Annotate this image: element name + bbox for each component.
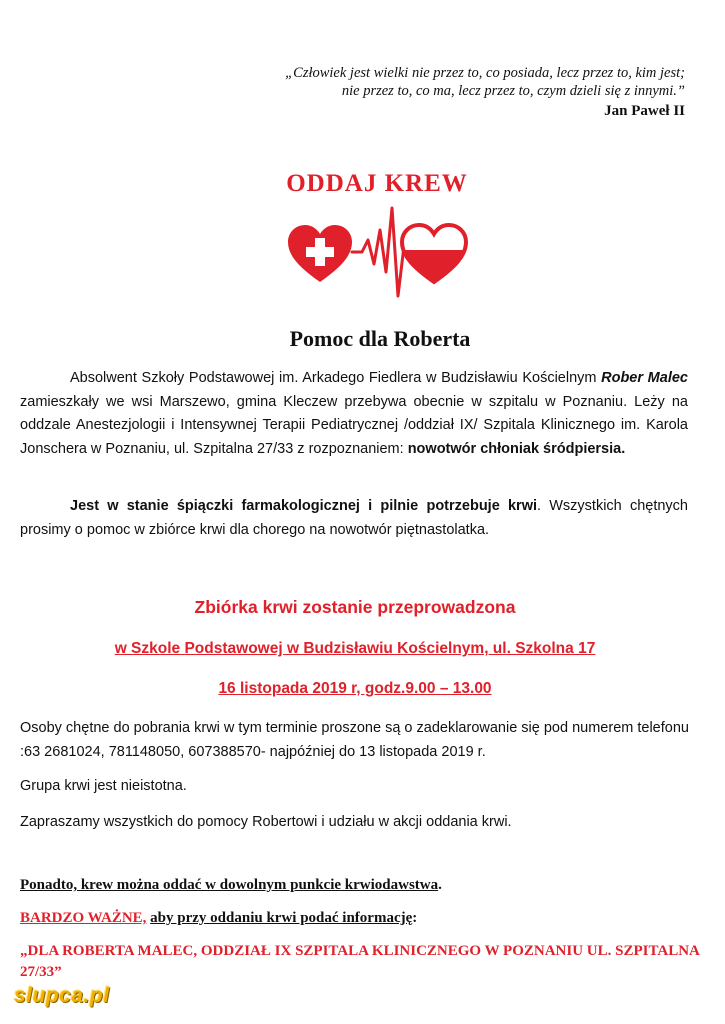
heartbeat-hearts-icon <box>282 200 472 304</box>
important-colon: : <box>412 910 418 926</box>
appeal-bold: Jest w stanie śpiączki farmakologicznej i pilnie potrzebuje krwi <box>70 498 537 514</box>
page-title: Pomoc dla Roberta <box>289 326 471 351</box>
donation-anywhere-note <box>20 877 442 894</box>
invitation-text: Zapraszamy wszystkich do pomocy Robertowi i udziału w akcji oddania krwi. <box>20 814 512 830</box>
intro-part-2: zamieszkały we wsi Marszewo, gmina Kleczew przebywa obecnie w szpitalu w Poznaniu. Leży na oddzale Anestezjologii i Intensywnej Terapii Pediatrycznej /oddział IX/ Szpitala Klinicznego im. Karola Jonschera w Poznaniu, ul. Szpitalna 27/33 z rozpoznaniem: <box>20 393 688 457</box>
appeal-rest: . Wszystkich chętnych prosimy o pomoc w zbiórce krwi dla chorego na nowotwór piętnastolatka. <box>20 498 688 538</box>
declaration-text: Osoby chętne do pobrania krwi w tym terminie proszone są o zadeklarowanie się pod numerem telefonu :63 2681024, 781148050, 607388570- najpóźniej do 13 listopada 2019 r. <box>20 720 689 760</box>
blood-donation-logo <box>282 168 472 304</box>
appeal-paragraph <box>20 495 688 542</box>
event-place: w Szkole Podstawowej w Budzisławiu Kościelnym, ul. Szkolna 17 <box>114 640 596 657</box>
quote-line-1: „Człowiek jest wielki nie przez to, co posiada, lecz przez to, kim jest; <box>285 65 685 81</box>
intro-paragraph <box>20 367 688 461</box>
watermark-logo: slupca.pl <box>14 984 110 1007</box>
event-title: Zbiórka krwi zostanie przeprowadzona <box>194 597 516 617</box>
donation-anywhere-end: . <box>438 877 442 893</box>
donation-anywhere-text: Ponadto, krew można oddać w dowolnym punkcie krwiodawstwa <box>20 877 439 893</box>
quote <box>125 64 685 100</box>
important-note <box>20 910 417 927</box>
quote-author: Jan Paweł II <box>604 103 685 119</box>
blood-group-text: Grupa krwi jest nieistotna. <box>20 778 187 794</box>
intro-part-1: Absolwent Szkoły Podstawowej im. Arkadego Fiedlera w Budzisławiu Kościelnym <box>70 370 602 386</box>
important-text: aby przy oddaniu krwi podać informację <box>150 910 413 926</box>
event-date: 16 listopada 2019 r, godz.9.00 – 13.00 <box>218 680 492 697</box>
diagnosis: nowotwór chłoniak śródpiersia. <box>407 440 626 457</box>
logo-text: ODDAJ KREW <box>286 170 468 197</box>
quote-line-2: nie przez to, co ma, lecz przez to, czym dzieli się z innymi.” <box>341 83 685 99</box>
dedication-text: „DLA ROBERTA MALEC, ODDZIAŁ IX SZPITALA KLINICZNEGO W POZNANIU UL. SZPITALNA 27/33” <box>20 943 700 980</box>
important-label: BARDZO WAŻNE, <box>20 910 147 926</box>
patient-name: Rober Malec <box>601 370 688 386</box>
